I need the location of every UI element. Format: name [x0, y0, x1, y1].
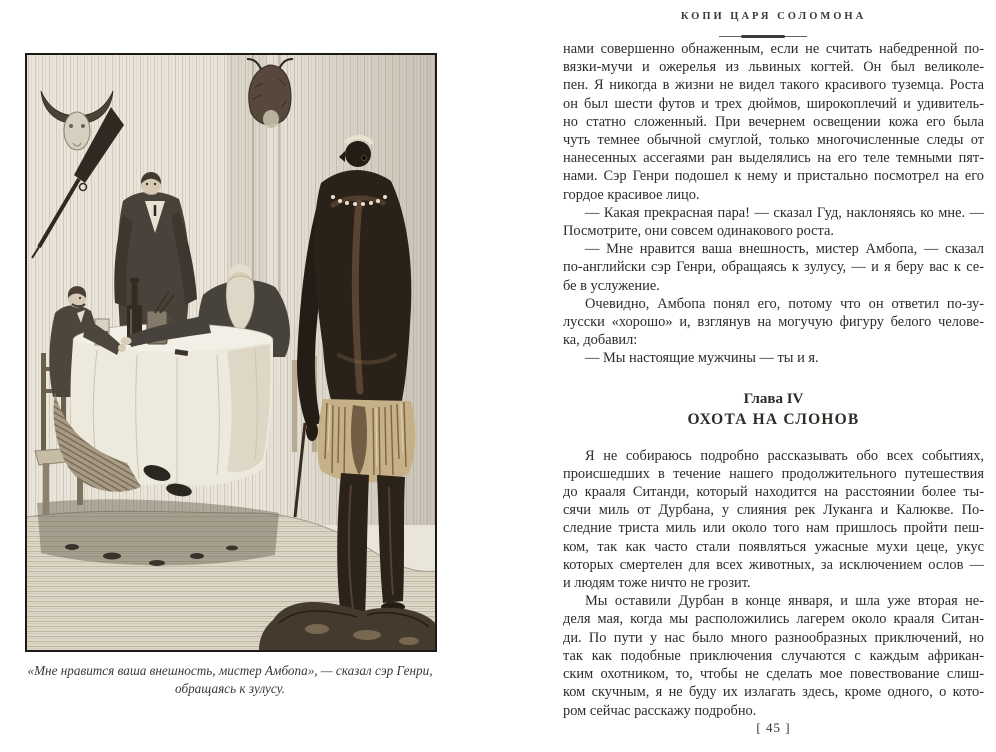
- text-line: вязки-мучи и ожерелья из львиных когтей. Он был великоле-: [563, 59, 984, 76]
- text-line: нанесенных ассегаями ран выделялись на его теле темными пят-: [563, 150, 984, 167]
- text-line: — Мы настоящие мужчины — ты и я.: [585, 350, 819, 367]
- text-line: Посмотрите, они совсем одинакового роста.: [563, 223, 834, 240]
- text-line: и людям тоже ничто не грозит.: [563, 575, 751, 592]
- running-head: КОПИ ЦАРЯ СОЛОМОНА: [680, 11, 867, 22]
- text-line: ди. По пути у нас было много разнообразных приключений, но: [563, 629, 984, 646]
- page-number: [ 45 ]: [756, 720, 791, 735]
- text-line: лусски «хорошо» и, взглянув на могучую фигуру белого челове-: [563, 314, 984, 331]
- text-line: ка, добавил:: [563, 332, 638, 349]
- text-line: так как подобные приключения случаются с каждым африкан-: [563, 647, 984, 664]
- text-line: Мы оставили Дурбан в конце января, и шла уже вторая не-: [585, 593, 984, 610]
- caption-line: «Мне нравится ваша внешность, мистер Амбопа», — сказал сэр Генри,: [27, 663, 433, 678]
- text-line: гордое красивое лицо.: [563, 186, 700, 203]
- text-line: он был шести футов и трех дюймов, широкоплечий и удивитель-: [563, 95, 984, 112]
- text-line: Очевидно, Амбопа понял его, потому что он ответил по-зу-: [585, 295, 984, 312]
- chapter-paragraphs: [563, 447, 984, 720]
- book-illustration: [25, 53, 437, 652]
- text-line: ком скучным, я не буду их излагать здесь, кроме одного, о кото-: [563, 684, 984, 701]
- paragraph: [563, 40, 984, 204]
- paragraph: [563, 240, 984, 295]
- text-line: которых смертелен для всех животных, за исключением ослов —: [563, 556, 984, 573]
- text-line: нами совершенно обнаженным, если не считать набедренной по-: [563, 41, 984, 57]
- text-line: сячи миль от Дурбана, у слияния рек Луканга и Калюкве. По-: [563, 502, 984, 519]
- header-rule-center: [741, 35, 785, 38]
- text-line: но статно сложенный. При вечернем освещении кожа его была: [563, 113, 984, 130]
- text-line: ком, так как часто стали появляться ужасные мухи цеце, укус: [563, 538, 984, 555]
- opening-paragraphs: [563, 40, 984, 368]
- paragraph: [563, 204, 984, 240]
- paragraph: [563, 592, 984, 719]
- text-line: по-английски сэр Генри, обращаясь к зулусу, — и я беру вас к се-: [563, 259, 984, 276]
- chapter-heading: [563, 390, 984, 430]
- text-line: — Мне нравится ваша внешность, мистер Амбопа, — сказал: [585, 241, 984, 258]
- text-line: нами. Сэр Генри подошел к нему и пристально посмотрел на его: [563, 168, 984, 185]
- text-line: ром сейчас расскажу подробно.: [563, 702, 757, 719]
- chapter-title: ОХОТА НА СЛОНОВ: [687, 410, 860, 428]
- text-line: ским охотником, то, чтобы не сделать мое повествование слиш-: [563, 666, 984, 683]
- text-line: бе в услужение.: [563, 277, 660, 294]
- text-line: происшедших в течение нашего продолжительного путешествия: [563, 465, 984, 482]
- text-line: чуть темнее обычной смуглой, только многочисленные следы от: [563, 132, 984, 149]
- paragraph: [563, 447, 984, 593]
- text-line: — Какая прекрасная пара! — сказал Гуд, наклоняясь ко мне. —: [585, 204, 984, 221]
- paragraph: [563, 295, 984, 350]
- text-line: следние триста миль или около того нам пришлось пройти пеш-: [563, 520, 984, 537]
- header-rule: [719, 35, 807, 38]
- text-line: до крааля Ситанди, который находится на расстоянии более ты-: [563, 484, 984, 501]
- paragraph: [563, 349, 984, 367]
- text-line: пен. Я никогда в жизни не видел такого красивого туземца. Роста: [563, 77, 984, 94]
- text-column: [563, 40, 984, 720]
- caption-line: обращаясь к зулусу.: [175, 681, 285, 696]
- illustration-caption: [20, 662, 440, 698]
- text-line: Я не собираюсь подробно рассказывать обо всех событиях,: [585, 447, 984, 464]
- text-line: деля мая, когда мы расположились лагерем около крааля Ситан-: [563, 611, 984, 628]
- chapter-label: Глава IV: [743, 390, 804, 407]
